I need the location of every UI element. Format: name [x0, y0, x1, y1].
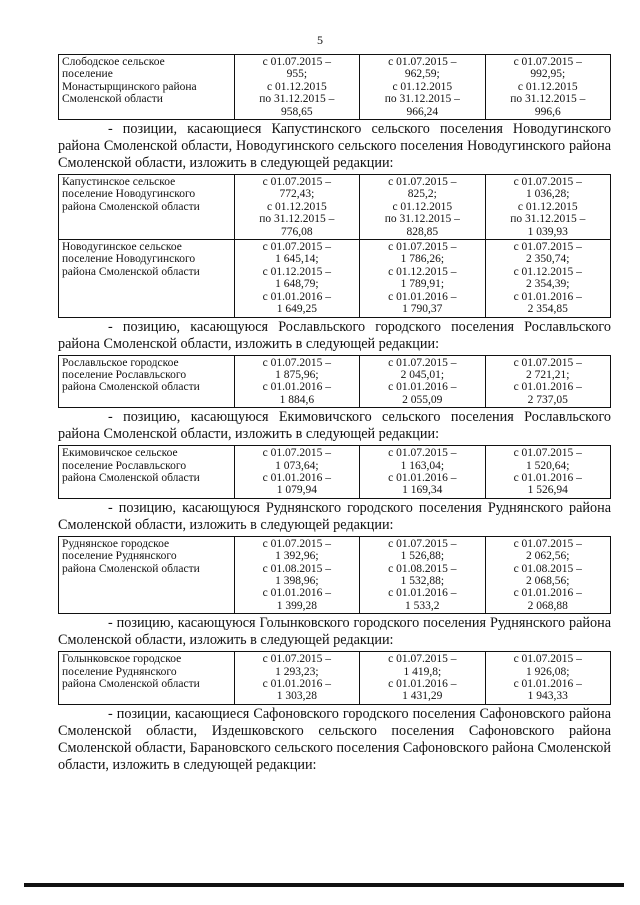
- value-cell-1-line: 958,65: [281, 105, 313, 118]
- value-cell-3-line: 2 354,85: [527, 303, 568, 316]
- value-cell-1-line: 1 648,79;: [275, 278, 319, 291]
- value-cell-2-line: 1 526,88;: [400, 550, 445, 563]
- value-cell-3-line: 2 068,56;: [526, 574, 570, 587]
- value-cell-2-line: 962,59;: [404, 68, 440, 81]
- settlement-name-cell-line: Голынковское городское: [62, 653, 182, 666]
- value-cell-3-line: 996,6: [534, 105, 561, 118]
- table-row: [59, 536, 611, 613]
- value-cell-2-line: 1 786,26;: [400, 253, 445, 266]
- value-cell-1-line: по 31.12.2015 –: [259, 213, 335, 226]
- settlement-name-cell-line: Новодугинское сельское: [62, 241, 182, 254]
- value-cell-1-line: 1 645,14;: [275, 253, 319, 266]
- value-cell-1-line: 1 398,96;: [275, 574, 319, 587]
- value-cell-2: [360, 175, 485, 240]
- value-cell-2-line: 1 419,8;: [403, 665, 442, 678]
- table-row: [59, 240, 611, 317]
- value-cell-1-line: 1 392,96;: [275, 550, 319, 563]
- value-cell-1-line: 1 884,6: [279, 393, 315, 406]
- tariff-table: [58, 355, 611, 409]
- value-cell-2: [360, 55, 485, 120]
- value-cell-1: [234, 175, 359, 240]
- value-cell-2-line: с 01.01.2016 –: [388, 587, 457, 600]
- settlement-name-cell-line: Монастырщинского района: [62, 80, 197, 93]
- value-cell-3-line: с 01.12.2015 –: [513, 265, 582, 278]
- value-cell-3-line: 2 062,56;: [526, 550, 570, 563]
- value-cell-1-line: с 01.07.2015 –: [262, 356, 332, 369]
- value-cell-2-line: с 01.12.2015: [392, 200, 453, 213]
- settlement-name-cell-line: района Смоленской области: [62, 562, 200, 575]
- value-cell-1-line: 776,08: [281, 225, 313, 238]
- value-cell-2-line: 1 789,91;: [400, 278, 445, 291]
- value-cell-2-line: с 01.07.2015 –: [388, 356, 457, 369]
- settlement-name-cell: [59, 175, 235, 240]
- value-cell-1-line: с 01.07.2015 –: [262, 447, 332, 460]
- value-cell-3-line: 2 737,05: [527, 393, 568, 406]
- table-row: [59, 175, 611, 240]
- tariff-table: [58, 651, 611, 705]
- value-cell-1-line: 1 875,96;: [275, 368, 319, 381]
- settlement-name-cell-line: района Смоленской области: [62, 265, 200, 278]
- value-cell-2-line: с 01.08.2015 –: [388, 562, 457, 575]
- settlement-name-cell-line: поселение Руднянского: [62, 550, 177, 563]
- value-cell-2: [360, 446, 485, 499]
- value-cell-2-line: 828,85: [406, 225, 439, 238]
- settlement-name-cell-line: поселение Рославльского: [62, 368, 187, 381]
- value-cell-3-line: с 01.07.2015 –: [513, 447, 582, 460]
- value-cell-2-line: 1 163,04;: [400, 459, 445, 472]
- instruction-paragraph: - позиции, касающиеся Сафоновского городского поселения Сафоновского района Смоленской области, Издешковского сельского поселения Сафоновского района Смоленской области, Барановского сельского поселения Сафоновского района Смоленской области, изложить в следующей редакции:: [58, 705, 611, 773]
- value-cell-2-line: по 31.12.2015 –: [384, 93, 460, 106]
- tariff-table: [58, 174, 611, 317]
- value-cell-2-line: с 01.07.2015 –: [388, 537, 457, 550]
- instruction-paragraph: - позицию, касающуюся Руднянского городского поселения Руднянского района Смоленской области, изложить в следующей редакции:: [58, 499, 611, 533]
- value-cell-3: [485, 652, 610, 705]
- value-cell-2-line: 2 045,01;: [400, 368, 445, 381]
- document-content: [58, 54, 611, 776]
- value-cell-1: [234, 446, 359, 499]
- value-cell-3: [485, 175, 610, 240]
- settlement-name-cell: [59, 355, 235, 408]
- value-cell-3-line: по 31.12.2015 –: [510, 93, 586, 106]
- settlement-name-cell-line: поселение Новодугинского: [62, 253, 196, 266]
- value-cell-1-line: 772,43;: [279, 188, 315, 201]
- value-cell-1: [234, 536, 359, 613]
- tariff-table: [58, 54, 611, 120]
- value-cell-1-line: 1 399,28: [276, 599, 317, 612]
- value-cell-2-line: 1 169,34: [402, 484, 443, 497]
- value-cell-3-line: 2 721,21;: [526, 368, 570, 381]
- value-cell-3-line: с 01.07.2015 –: [513, 56, 582, 68]
- value-cell-1: [234, 55, 359, 120]
- settlement-name-cell-line: Слободское сельское: [62, 56, 165, 68]
- value-cell-3-line: с 01.01.2016 –: [513, 290, 582, 303]
- settlement-name-cell-line: Екимовичское сельское: [62, 447, 178, 460]
- settlement-name-cell-line: района Смоленской области: [62, 471, 200, 484]
- value-cell-3-line: 2 068,88: [527, 599, 568, 612]
- settlement-name-cell-line: поселение: [62, 68, 113, 81]
- settlement-name-cell: [59, 240, 235, 317]
- value-cell-1-line: с 01.07.2015 –: [262, 56, 332, 68]
- value-cell-3-line: с 01.07.2015 –: [513, 537, 582, 550]
- settlement-name-cell: [59, 652, 235, 705]
- value-cell-1-line: с 01.01.2016 –: [262, 290, 332, 303]
- value-cell-3: [485, 355, 610, 408]
- value-cell-2-line: с 01.07.2015 –: [388, 447, 457, 460]
- value-cell-3-line: 1 039,93: [527, 225, 568, 238]
- table-row: [59, 652, 611, 705]
- page-number: 5: [317, 33, 323, 47]
- value-cell-2: [360, 355, 485, 408]
- value-cell-1-line: по 31.12.2015 –: [259, 93, 335, 106]
- instruction-paragraph: - позицию, касающуюся Рославльского городского поселения Рославльского района Смоленской области, изложить в следующей редакции:: [58, 318, 611, 352]
- tariff-table: [58, 536, 611, 614]
- value-cell-3-line: с 01.01.2016 –: [513, 587, 582, 600]
- value-cell-2-line: с 01.12.2015 –: [388, 265, 457, 278]
- value-cell-1-line: с 01.07.2015 –: [262, 653, 332, 666]
- settlement-name-cell-line: поселение Новодугинского: [62, 188, 196, 201]
- value-cell-1: [234, 652, 359, 705]
- table-row: [59, 355, 611, 408]
- tariff-table: [58, 445, 611, 499]
- value-cell-2-line: с 01.07.2015 –: [388, 241, 457, 254]
- value-cell-2-line: 2 055,09: [402, 393, 443, 406]
- settlement-name-cell-line: Смоленской области: [62, 93, 163, 106]
- value-cell-3: [485, 446, 610, 499]
- value-cell-1-line: с 01.12.2015: [266, 200, 327, 213]
- value-cell-2-line: 1 533,2: [405, 599, 440, 612]
- settlement-name-cell-line: Руднянское городское: [62, 537, 170, 550]
- value-cell-2-line: с 01.01.2016 –: [388, 290, 457, 303]
- value-cell-2-line: с 01.12.2015: [392, 80, 453, 93]
- value-cell-1-line: с 01.08.2015 –: [262, 562, 332, 575]
- value-cell-2-line: по 31.12.2015 –: [384, 213, 460, 226]
- value-cell-1: [234, 240, 359, 317]
- settlement-name-cell-line: района Смоленской области: [62, 200, 200, 213]
- value-cell-1-line: с 01.12.2015: [266, 80, 327, 93]
- value-cell-1-line: 1 649,25: [276, 303, 317, 316]
- value-cell-2-line: 966,24: [406, 105, 439, 118]
- settlement-name-cell-line: поселение Рославльского: [62, 459, 187, 472]
- instruction-paragraph: - позиции, касающиеся Капустинского сельского поселения Новодугинского района Смоленской области, Новодугинского сельского поселения Новодугинского района Смоленской области, изложить в следующей редакции:: [58, 121, 611, 172]
- value-cell-3-line: с 01.07.2015 –: [513, 176, 582, 189]
- value-cell-3-line: 1 520,64;: [526, 459, 570, 472]
- settlement-name-cell: [59, 55, 235, 120]
- value-cell-3: [485, 240, 610, 317]
- settlement-name-cell-line: района Смоленской области: [62, 678, 200, 690]
- instruction-paragraph: - позицию, касающуюся Екимовичского сельского поселения Рославльского района Смоленской области, изложить в следующей редакции:: [58, 409, 611, 443]
- value-cell-1-line: с 01.07.2015 –: [262, 176, 332, 189]
- value-cell-1-line: 1 073,64;: [275, 459, 319, 472]
- value-cell-2-line: 1 431,29: [402, 690, 443, 703]
- value-cell-2-line: с 01.07.2015 –: [388, 56, 457, 68]
- value-cell-3-line: 992,95;: [530, 68, 566, 81]
- value-cell-3-line: с 01.01.2016 –: [513, 471, 582, 484]
- value-cell-2: [360, 240, 485, 317]
- value-cell-3: [485, 55, 610, 120]
- table-row: [59, 55, 611, 120]
- value-cell-1-line: с 01.07.2015 –: [262, 537, 332, 550]
- value-cell-3-line: по 31.12.2015 –: [510, 213, 586, 226]
- value-cell-3-line: с 01.07.2015 –: [513, 653, 582, 666]
- value-cell-2-line: 825,2;: [407, 188, 437, 201]
- value-cell-3-line: 1 036,28;: [526, 188, 570, 201]
- value-cell-1-line: с 01.01.2016 –: [262, 381, 332, 394]
- settlement-name-cell: [59, 446, 235, 499]
- value-cell-3-line: 2 350,74;: [526, 253, 570, 266]
- value-cell-3-line: с 01.12.2015: [517, 80, 578, 93]
- value-cell-1-line: с 01.01.2016 –: [262, 678, 332, 690]
- value-cell-2: [360, 652, 485, 705]
- value-cell-2: [360, 536, 485, 613]
- value-cell-3-line: 1 926,08;: [526, 665, 570, 678]
- settlement-name-cell-line: поселение Руднянского: [62, 665, 177, 678]
- value-cell-3-line: 1 526,94: [527, 484, 568, 497]
- value-cell-1-line: 1 079,94: [276, 484, 317, 497]
- value-cell-1-line: с 01.01.2016 –: [262, 471, 332, 484]
- value-cell-3-line: с 01.07.2015 –: [513, 356, 582, 369]
- value-cell-2-line: с 01.01.2016 –: [388, 678, 457, 690]
- value-cell-2-line: с 01.01.2016 –: [388, 381, 457, 394]
- value-cell-1-line: 1 303,28: [276, 690, 317, 703]
- value-cell-3: [485, 536, 610, 613]
- table-row: [59, 446, 611, 499]
- settlement-name-cell: [59, 536, 235, 613]
- value-cell-3-line: 2 354,39;: [526, 278, 570, 291]
- value-cell-1-line: с 01.07.2015 –: [262, 241, 332, 254]
- value-cell-1: [234, 355, 359, 408]
- settlement-name-cell-line: Рославльское городское: [62, 356, 179, 369]
- value-cell-2-line: с 01.07.2015 –: [388, 176, 457, 189]
- value-cell-1-line: 1 293,23;: [275, 665, 319, 678]
- value-cell-3-line: 1 943,33: [527, 690, 568, 703]
- bottom-rule: [24, 883, 624, 887]
- value-cell-3-line: с 01.07.2015 –: [513, 241, 582, 254]
- value-cell-1-line: с 01.12.2015 –: [262, 265, 332, 278]
- value-cell-3-line: с 01.01.2016 –: [513, 678, 582, 690]
- value-cell-2-line: с 01.07.2015 –: [388, 653, 457, 666]
- instruction-paragraph: - позицию, касающуюся Голынковского городского поселения Руднянского района Смоленской области, изложить в следующей редакции:: [58, 615, 611, 649]
- settlement-name-cell-line: района Смоленской области: [62, 381, 200, 394]
- value-cell-2-line: 1 532,88;: [400, 574, 445, 587]
- value-cell-1-line: 955;: [286, 68, 308, 81]
- value-cell-1-line: с 01.01.2016 –: [262, 587, 332, 600]
- settlement-name-cell-line: Капустинское сельское: [62, 176, 176, 189]
- value-cell-2-line: с 01.01.2016 –: [388, 471, 457, 484]
- value-cell-3-line: с 01.08.2015 –: [513, 562, 582, 575]
- value-cell-2-line: 1 790,37: [402, 303, 443, 316]
- value-cell-3-line: с 01.01.2016 –: [513, 381, 582, 394]
- value-cell-3-line: с 01.12.2015: [517, 200, 578, 213]
